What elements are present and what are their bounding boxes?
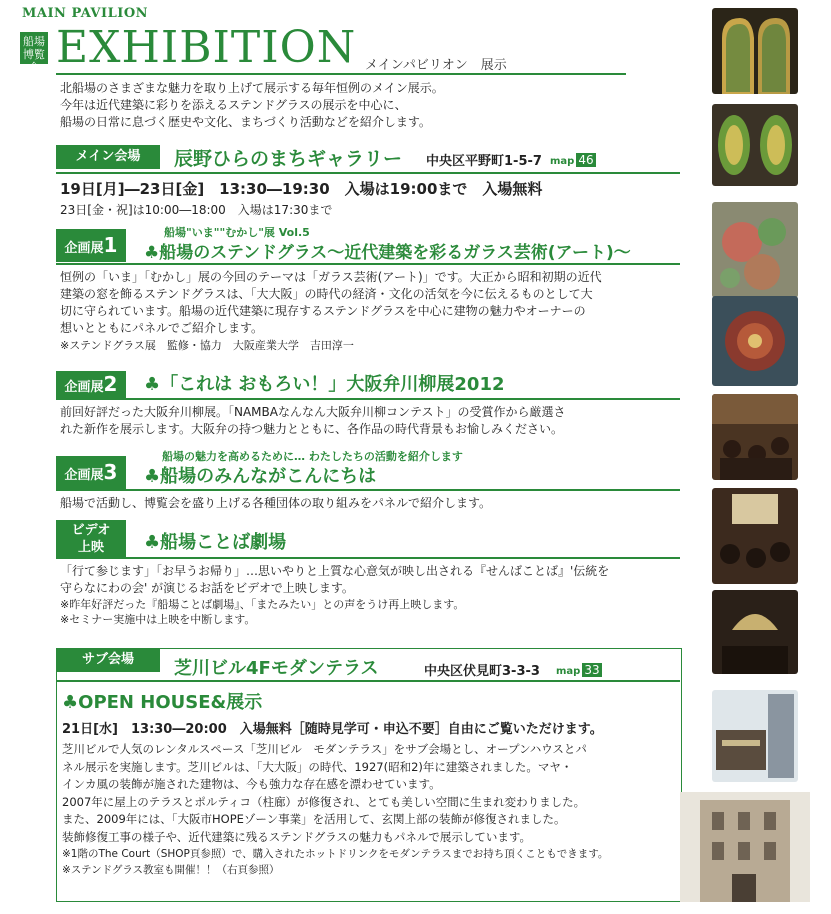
main-venue-schedule-note: 23日[金・祝]は10:00―18:00 入場は17:30まで: [60, 203, 333, 217]
rule: [56, 398, 680, 400]
exhibit1-note: ※ステンドグラス展 監修・協力 大阪産業大学 吉田淳一: [60, 339, 354, 352]
exhibit2-title: ♣「これは おもろい！」大阪弁川柳展2012: [144, 374, 505, 395]
exhibit2-tag: [56, 371, 126, 398]
video-tag-line: 上映: [77, 540, 104, 555]
intro-line: 今年は近代建築に彩りを添えるステンドグラスの展示を中心に、: [60, 98, 407, 112]
photo-event-crowd-hall: [712, 394, 798, 480]
body-line: 恒例の「いま」「むかし」展の今回のテーマは「ガラス芸術(アート)」です。大正から昭和初期の近代: [60, 270, 602, 284]
photo-stained-glass-oval-panels: [712, 104, 798, 186]
exhibit3-body: [60, 495, 491, 512]
exhibit-number: 1: [103, 233, 118, 257]
open-house-title: ♣OPEN HOUSE&展示: [62, 692, 263, 713]
main-venue-schedule: 19日[月]―23日[金] 13:30―19:30 入場は19:00まで 入場無料: [60, 180, 543, 198]
sub-venue-tag: サブ会場: [56, 648, 160, 672]
page-title: EXHIBITION: [56, 22, 357, 73]
map-label: map: [550, 156, 575, 167]
body-line: 守らなにわの会' が演じるお話をビデオで上映します。: [60, 581, 354, 595]
map-number: 46: [578, 153, 594, 167]
rule: [56, 172, 680, 174]
body-line: また、2009年には、「大阪市HOPEゾーン事業」を活用して、玄関上部の装飾が修復されました。: [62, 812, 566, 826]
title-rule: [56, 73, 626, 75]
main-venue-address: 中央区平野町1-5-7: [426, 154, 542, 169]
body-line: 「行て参じます」「お早うお帰り」…思いやりと上質な心意気が映し出される『せんばことば』'伝統を: [60, 564, 610, 578]
photo-modern-terrace-rooftop: [712, 690, 798, 782]
body-line: 船場で活動し、博覧会を盛り上げる各種団体の取り組みをパネルで紹介します。: [60, 496, 492, 510]
exhibit3-title: ♣船場のみんながこんにちは: [144, 466, 377, 487]
video-title: ♣船場ことば劇場: [144, 532, 287, 553]
intro: [60, 80, 444, 131]
sub-venue-map: [556, 659, 602, 678]
exhibit-number: 2: [103, 372, 118, 396]
sub-venue-schedule: 21日[水] 13:30―20:00 入場無料［随時見学可・申込不要］自由にご覧いただけます。: [62, 722, 603, 737]
exhibit-tag-label: 企画展: [64, 241, 104, 256]
body-line: 切に守られています。船場の近代建築に現存するステンドグラスを中心に建物の魅力やオーナーの: [60, 304, 586, 318]
exhibit1-title: ♣船場のステンドグラス〜近代建築を彩るガラス芸術(アート)〜: [144, 243, 631, 263]
intro-line: 北船場のさまざまな魅力を取り上げて展示する毎年恒例のメイン展示。: [60, 81, 444, 95]
exhibit2-body: [60, 404, 566, 438]
photo-concert-in-hall: [712, 590, 798, 674]
body-line: 想いとともにパネルでご紹介します。: [60, 321, 264, 335]
body-note: ※昨年好評だった『船場ことば劇場』、「またみたい」との声をうけ再上映します。: [60, 598, 465, 611]
logo: 船場博覧会: [20, 32, 48, 64]
sub-venue-body: [62, 741, 608, 878]
rule: [56, 489, 680, 491]
photo-stained-glass-floral: [712, 202, 798, 298]
rule: [56, 557, 680, 559]
body-line: インカ風の装飾が施された建物は、今も強力な存在感を漂わせています。: [62, 777, 441, 791]
video-tag: [56, 520, 126, 558]
body-note: ※ステンドグラス教室も開催！！（右頁参照）: [62, 864, 280, 876]
video-tag-line: ビデオ: [71, 523, 111, 538]
body-note: ※セミナー実施中は上映を中断します。: [60, 613, 256, 626]
exhibit3-tag: [56, 456, 126, 489]
rule: [56, 263, 680, 265]
exhibit-tag-label: 企画展: [64, 380, 104, 395]
photo-stained-glass-arched-window: [712, 8, 798, 94]
exhibit1-body: [60, 269, 602, 354]
body-line: 芝川ビルで人気のレンタルスペース「芝川ビル モダンテラス」をサブ会場とし、オープンハウスとパ: [62, 742, 587, 756]
main-venue-name: 辰野ひらのまちギャラリー: [174, 148, 403, 170]
map-label: map: [556, 666, 581, 677]
rule: [56, 680, 680, 682]
body-note: ※1階のThe Court（SHOP頁参照）で、購入されたホットドリンクをモダンテラスまでお持ち頂くこともできます。: [62, 848, 609, 860]
exhibit1-tag: [56, 229, 126, 262]
exhibit-number: 3: [103, 460, 118, 484]
body-line: 建築の窓を飾るステンドグラスは、「大大阪」の時代の経済・文化の活気を今に伝えるものとして大: [60, 287, 593, 301]
page-subtitle: メインパビリオン 展示: [365, 58, 507, 73]
exhibit3-kicker: 船場の魅力を高めるために… わたしたちの活動を紹介します: [162, 450, 463, 463]
body-line: ネル展示を実施します。芝川ビルは、「大大阪」の時代、1927(昭和2)年に建築されました。マヤ・: [62, 759, 573, 774]
body-line: 2007年に屋上のテラスとポルティコ（柱廊）が修復され、とても美しい空間に生まれ変わりました。: [62, 794, 586, 809]
main-venue-map: [550, 149, 596, 168]
body-line: れた新作を展示します。大阪弁の持つ魅力とともに、各作品の時代背景もお愉しみください。: [60, 422, 564, 436]
photo-audience-at-lecture: [712, 488, 798, 584]
exhibit-tag-label: 企画展: [64, 468, 104, 483]
body-line: 前回好評だった大阪弁川柳展。「NAMBAなんなん大阪弁川柳コンテスト」の受賞作から厳選さ: [60, 405, 566, 419]
sub-venue-name: 芝川ビル4Fモダンテラス: [174, 658, 379, 679]
exhibit1-kicker: 船場"いま""むかし"展 Vol.5: [164, 226, 310, 239]
video-body: [60, 563, 609, 627]
photo-shibakawa-building-facade: [680, 792, 810, 902]
map-number: 33: [584, 663, 600, 677]
main-venue-tag: メイン会場: [56, 145, 160, 169]
intro-line: 船場の日常に息づく歴史や文化、まちづくり活動などを紹介します。: [60, 115, 431, 129]
photo-stained-glass-rose: [712, 296, 798, 386]
body-line: 装飾修復工事の様子や、近代建築に残るステンドグラスの魅力もパネルで展示しています。: [62, 829, 531, 844]
sub-venue-address: 中央区伏見町3-3-3: [424, 664, 540, 679]
section-kicker: MAIN PAVILION: [22, 6, 149, 21]
